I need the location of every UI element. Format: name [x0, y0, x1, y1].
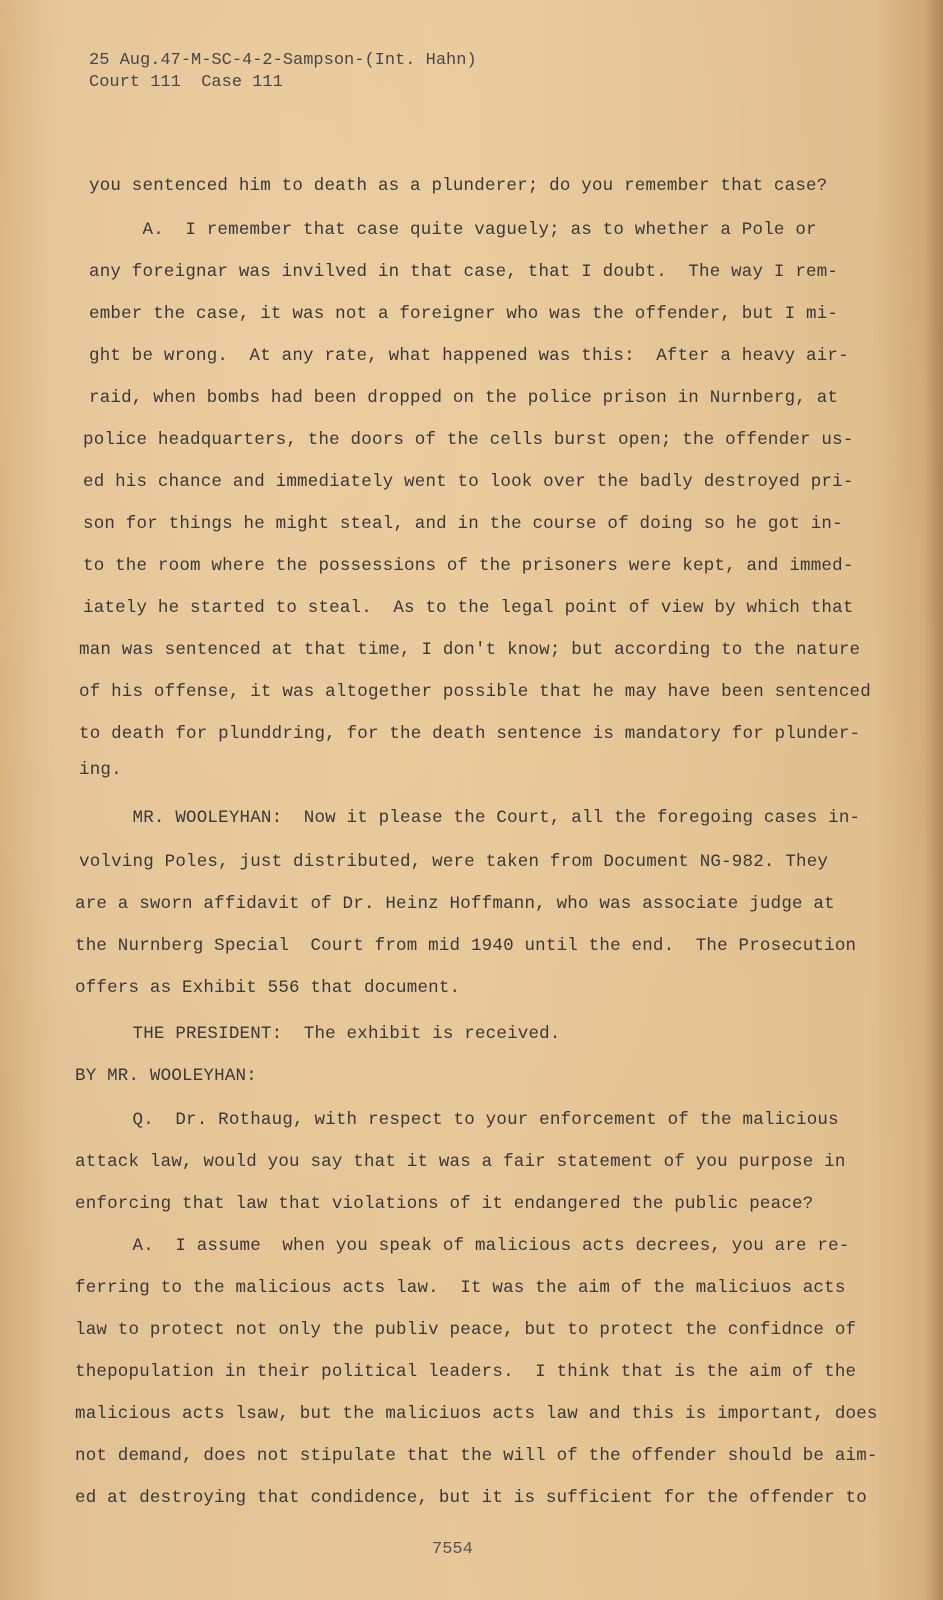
transcript-line: police headquarters, the doors of the cells burst open; the offender us-	[83, 430, 854, 450]
transcript-line: ed at destroying that condidence, but it is sufficient for the offender to	[75, 1488, 867, 1508]
header-reference: 25 Aug.47-M-SC-4-2-Sampson-(Int. Hahn)	[89, 51, 477, 70]
transcript-line: volving Poles, just distributed, were taken from Document NG-982. They	[79, 852, 829, 872]
transcript-line: BY MR. WOOLEYHAN:	[75, 1066, 257, 1086]
transcript-line: thepopulation in their political leaders. I think that is the aim of the	[75, 1362, 857, 1382]
transcript-line: ght be wrong. At any rate, what happened was this: After a heavy air-	[89, 346, 849, 366]
transcript-line: Q. Dr. Rothaug, with respect to your enforcement of the malicious	[79, 1110, 839, 1130]
transcript-line: A. I remember that case quite vaguely; as to whether a Pole or	[89, 220, 817, 240]
transcript-line: law to protect not only the publiv peace, but to protect the confidnce of	[75, 1320, 857, 1340]
transcript-line: ed his chance and immediately went to look over the badly destroyed pri-	[83, 472, 854, 492]
transcript-line: you sentenced him to death as a plunderer; do you remember that case?	[89, 176, 828, 196]
transcript-line: to the room where the possessions of the prisoners were kept, and immed-	[83, 556, 854, 576]
transcript-line: of his offense, it was altogether possible that he may have been sentenced	[79, 682, 871, 702]
transcript-line: offers as Exhibit 556 that document.	[75, 978, 461, 998]
transcript-line: iately he started to steal. As to the legal point of view by which that	[83, 598, 854, 618]
transcript-line: the Nurnberg Special Court from mid 1940 until the end. The Prosecution	[75, 936, 857, 956]
transcript-line: son for things he might steal, and in the course of doing so he got in-	[83, 514, 843, 534]
header-court-case: Court 111 Case 111	[89, 73, 283, 92]
transcript-line: man was sentenced at that time, I don't know; but according to the nature	[79, 640, 861, 660]
transcript-line: are a sworn affidavit of Dr. Heinz Hoffmann, who was associate judge at	[75, 894, 835, 914]
transcript-line: to death for plunddring, for the death sentence is mandatory for plunder-	[79, 724, 861, 744]
transcript-line: not demand, does not stipulate that the will of the offender should be aim-	[75, 1446, 878, 1466]
transcript-line: THE PRESIDENT: The exhibit is received.	[79, 1024, 561, 1044]
transcript-line: any foreignar was invilved in that case, that I doubt. The way I rem-	[89, 262, 839, 282]
page-number: 7554	[432, 1540, 473, 1559]
transcript-line: A. I assume when you speak of malicious acts decrees, you are re-	[79, 1236, 850, 1256]
transcript-line: MR. WOOLEYHAN: Now it please the Court, all the foregoing cases in-	[79, 808, 861, 828]
transcript-line: enforcing that law that violations of it endangered the public peace?	[75, 1194, 814, 1214]
paper-edge-shadow	[925, 0, 943, 1600]
transcript-line: ing.	[79, 760, 122, 780]
transcript-line: ferring to the malicious acts law. It was the aim of the maliciuos acts	[75, 1278, 846, 1298]
transcript-line: attack law, would you say that it was a fair statement of you purpose in	[75, 1152, 846, 1172]
document-header	[89, 50, 477, 94]
transcript-line: raid, when bombs had been dropped on the police prison in Nurnberg, at	[89, 388, 839, 408]
transcript-line: ember the case, it was not a foreigner who was the offender, but I mi-	[89, 304, 839, 324]
transcript-line: malicious acts lsaw, but the maliciuos acts law and this is important, does	[75, 1404, 878, 1424]
